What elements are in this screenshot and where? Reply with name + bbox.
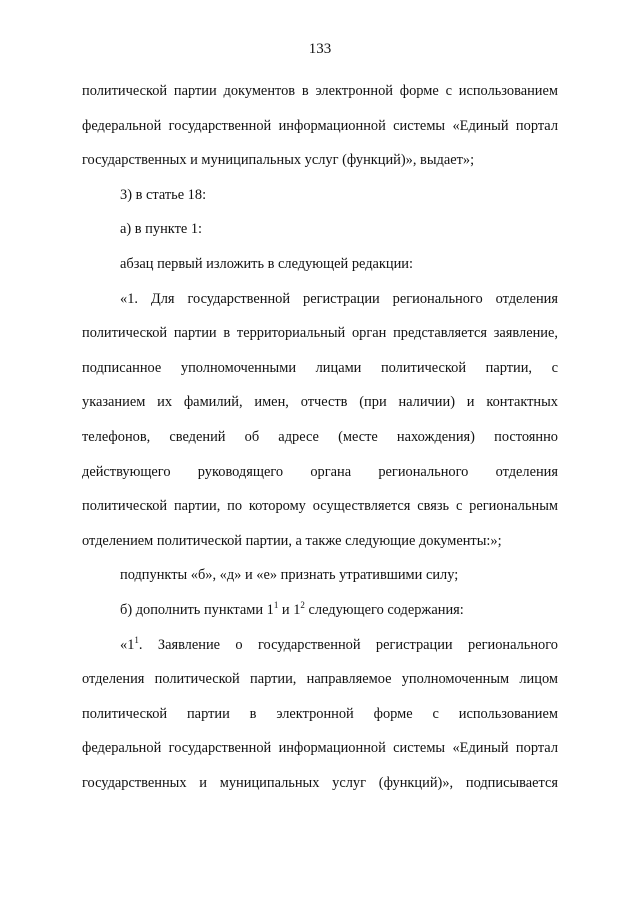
superscript: 2 — [300, 599, 305, 610]
text-line: политической партии в электронной форме с использованием — [82, 705, 558, 722]
text-line: отделения политической партии, направляемое уполномоченным лицом — [82, 671, 558, 688]
superscript: 1 — [273, 599, 279, 610]
text-segment: следующего содержания: — [304, 601, 464, 618]
text-line: абзац первый изложить в следующей редакции: — [120, 255, 414, 272]
text-line: действующего руководящего органа регионального отделения — [82, 463, 558, 480]
text-line: политической партии, по которому осуществляется связь с региональным — [82, 498, 558, 515]
text-line: 3) в статье 18: — [120, 186, 207, 203]
text-line: государственных и муниципальных услуг (функций)», выдает»; — [82, 152, 475, 169]
text-segment: б) дополнить пунктами 1 — [120, 601, 274, 618]
superscript: 1 — [134, 634, 139, 645]
text-line: а) в пункте 1: — [120, 221, 203, 238]
text-line: отделением политической партии, а также следующие документы:»; — [82, 532, 502, 549]
document-body — [82, 74, 558, 800]
text-line: федеральной государственной информационной системы «Единый портал — [82, 740, 558, 757]
text-line: подписанное уполномоченными лицами политической партии, с — [82, 359, 558, 376]
text-segment: и 1 — [278, 601, 301, 618]
text-line: политической партии в территориальный орган представляется заявление, — [82, 325, 558, 342]
page-number: 133 — [308, 41, 332, 57]
text-segment: . Заявление о государственной регистрации регионального — [138, 636, 558, 653]
text-line: «1. Для государственной регистрации регионального отделения — [120, 290, 558, 307]
text-line — [82, 628, 558, 663]
text-line: государственных и муниципальных услуг (функций)», подписывается — [82, 774, 558, 791]
text-line: телефонов, сведений об адресе (месте нахождения) постоянно — [82, 428, 558, 445]
text-segment: «1 — [120, 636, 135, 653]
text-line: подпункты «б», «д» и «е» признать утратившими силу; — [120, 567, 459, 584]
text-line: федеральной государственной информационной системы «Единый портал — [82, 117, 558, 134]
text-line: указанием их фамилий, имен, отчеств (при наличии) и контактных — [82, 394, 558, 411]
text-line: политической партии документов в электронной форме с использованием — [82, 83, 558, 99]
text-line — [82, 593, 558, 628]
